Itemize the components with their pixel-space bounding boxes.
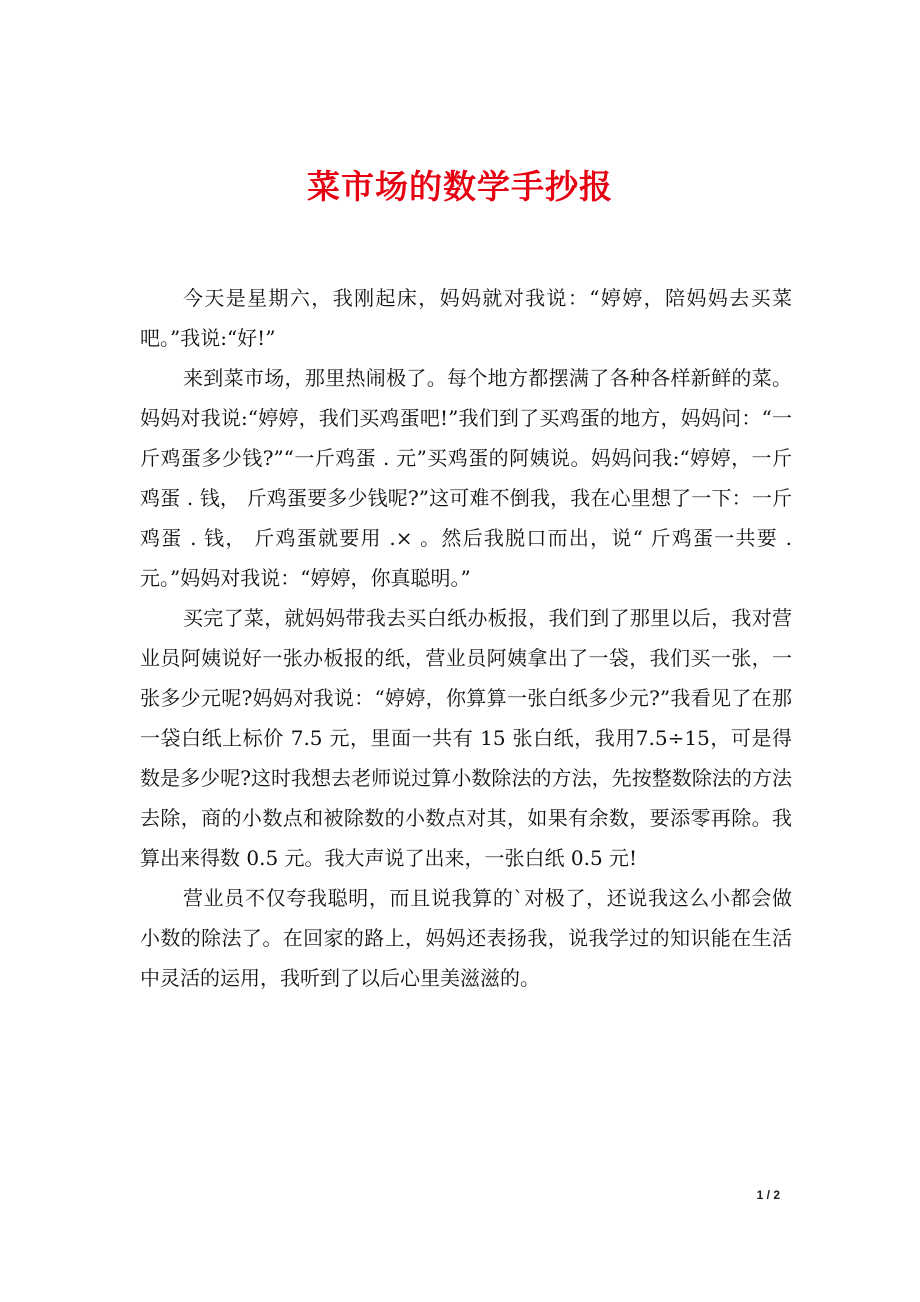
paragraph-3: 买完了菜，就妈妈带我去买白纸办板报，我们到了那里以后，我对营业员阿姨说好一张办板报的纸，营业员阿姨拿出了一袋，我们买一张，一张多少元呢?妈妈对我说：“婷婷，你算算一张白纸多少元?”我看见了在那一袋白纸上标价 7.5 元，里面一共有 15 张白纸，我用7.5÷15，可是得数是多少呢?这时我想去老师说过算小数除法的方法，先按整数除法的方法去除，商的小数点和被除数的小数点对其，如果有余数，要添零再除。我算出来得数 0.5 元。我大声说了出来，一张白纸 0.5 元! <box>140 606 792 870</box>
page-number: 1 / 2 <box>756 1188 780 1202</box>
paragraph-1: 今天是星期六，我刚起床，妈妈就对我说：“婷婷，陪妈妈去买菜吧。”我说:“好!” <box>140 286 792 350</box>
article-body <box>140 278 792 998</box>
paragraph-4: 营业员不仅夸我聪明，而且说我算的`对极了，还说我这么小都会做小数的除法了。在回家的路上，妈妈还表扬我，说我学过的知识能在生活中灵活的运用，我听到了以后心里美滋滋的。 <box>140 886 792 990</box>
paragraph-2: 来到菜市场，那里热闹极了。每个地方都摆满了各种各样新鲜的菜。妈妈对我说:“婷婷，我们买鸡蛋吧!”我们到了买鸡蛋的地方，妈妈问：“一斤鸡蛋多少钱?”“一斤鸡蛋 . 元”买鸡蛋的阿姨说。妈妈问我:“婷婷，一斤鸡蛋 . 钱， 斤鸡蛋要多少钱呢?”这可难不倒我，我在心里想了一下：一斤鸡蛋 . 钱， 斤鸡蛋就要用 .× 。然后我脱口而出，说“ 斤鸡蛋一共要 . 元。”妈妈对我说：“婷婷，你真聪明。” <box>140 366 792 590</box>
page-title: 菜市场的数学手抄报 <box>307 167 613 207</box>
